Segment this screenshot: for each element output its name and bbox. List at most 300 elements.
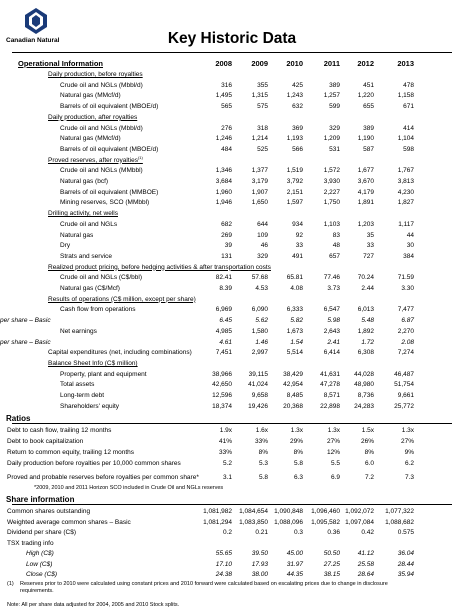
row-label: Operational Information [18,59,104,68]
row-value: 566 [292,145,303,153]
row-value: 1,346 [215,167,232,175]
row-value: 934 [292,220,303,228]
share-row [0,506,464,517]
row-value: 1,096,460 [311,508,340,516]
row-value: 4,179 [357,188,374,196]
row-value: 0.2 [222,529,232,537]
row-value: 2,151 [286,188,303,196]
row-value: 29% [289,438,303,446]
row-label: Dry [60,242,71,250]
row-label: Natural gas (C$/Mcf) [60,285,120,292]
row-label: Strats and service [60,252,113,260]
row-value: 2012 [357,59,374,68]
row-value: 2011 [323,59,340,68]
row-value: 5.82 [290,317,303,325]
row-value: 4.61 [219,338,232,346]
data-row [0,144,464,155]
row-label: Barrels of oil equivalent (MBOE/d) [60,145,159,153]
row-value: 26% [360,438,374,446]
row-value: 3.30 [401,285,414,292]
row-value: 1,750 [323,199,340,207]
row-value: 6.9 [330,474,340,482]
footnote-marker: (1) [7,580,14,587]
row-value: 1,650 [251,199,268,207]
row-value: 644 [257,220,268,228]
data-row [0,230,464,241]
row-value: 6.3 [293,474,303,482]
row-value: 451 [363,81,374,89]
row-value: 671 [403,103,414,111]
row-value: 6,333 [286,306,303,314]
data-row [0,347,464,358]
data-row [0,219,464,230]
row-value: 41% [218,438,232,446]
data-row [0,369,464,380]
row-value: 389 [329,81,340,89]
data-row [0,262,464,273]
row-value: 1,677 [357,167,374,175]
row-value: 414 [403,124,414,132]
row-value: 48 [332,242,340,250]
row-value: 3,792 [286,178,303,185]
ratio-row [0,472,464,483]
row-label: Property, plant and equipment [60,370,147,378]
row-value: 1.5x [361,427,374,435]
row-value: 1,246 [215,135,232,143]
row-label: Common shares outstanding [7,508,91,516]
row-label: Balance Sheet Info (C$ million) [48,359,138,367]
row-value: 1,088,682 [385,518,414,526]
row-value: 47,278 [320,381,340,389]
row-value: 6,547 [323,306,340,314]
row-value: 8,736 [357,392,374,399]
row-label: Natural gas [60,231,94,239]
row-value: 389 [363,124,374,132]
row-label: per share – Basic [0,317,51,325]
row-value: 27% [400,438,414,446]
row-value: 599 [329,103,340,111]
row-value: 55.65 [215,550,232,558]
row-value: 28.44 [397,560,414,568]
row-label: Close (C$) [26,571,58,579]
row-value: 1.3x [401,427,414,435]
row-value: 1,597 [286,199,303,207]
row-value: 1,158 [397,92,414,100]
row-label: TSX trading info [7,539,54,547]
row-value: 3,179 [251,178,268,185]
row-value: 6.0 [364,460,374,468]
row-value: 5.98 [327,317,340,325]
row-label: Barrels of oil equivalent (MMBOE) [60,188,159,196]
row-label: Natural gas (MMcf/d) [60,92,121,100]
logo-brand-name: Canadian Natural [6,37,60,44]
row-label: Long-term debt [60,392,105,399]
row-value: 20,368 [283,402,303,410]
row-value: 48,980 [354,381,374,389]
data-row [0,240,464,251]
row-value: 6,969 [215,306,232,314]
row-value: 276 [221,124,232,132]
data-row [0,187,464,198]
row-value: 5.8 [258,474,268,482]
row-value: 4,985 [215,327,232,335]
share-row [0,527,464,538]
row-value: 19,426 [248,402,268,410]
data-row [0,101,464,112]
row-value: 30 [406,242,414,250]
row-value: 24.38 [215,571,232,579]
row-value: 6,414 [323,349,340,357]
row-value: 77.46 [323,274,340,282]
row-value: 8,485 [286,392,303,399]
row-value: 6,090 [251,306,268,314]
row-value: 355 [257,81,268,89]
row-value: 82.41 [215,274,232,282]
row-value: 4.53 [255,285,268,292]
row-value: 2.08 [401,338,414,346]
row-value: 39,115 [248,370,268,378]
data-row [0,294,464,305]
row-label: Proved and probable reserves before royalties per common share* [7,474,199,482]
row-value: 3,670 [357,178,374,185]
row-value: 1,084,654 [239,508,268,516]
row-value: 6.87 [401,317,414,325]
data-row [0,304,464,315]
row-value: 1,092,072 [345,508,374,516]
page-title: Key Historic Data [167,30,297,47]
row-value: 9,661 [397,392,414,399]
row-value: 6.2 [404,460,414,468]
row-value: 2,227 [323,188,340,196]
row-value: 1,095,582 [311,518,340,526]
row-value: 3,684 [215,178,232,185]
row-value: 1,077,322 [385,508,414,516]
row-value: 33 [295,242,303,250]
row-label: Crude oil and NGLs (Mbbl/d) [60,124,143,132]
row-value: 0.3 [293,529,303,537]
row-value: 575 [257,103,268,111]
row-value: 38,429 [283,370,303,378]
row-value: 369 [292,124,303,132]
row-value: 5.8 [293,460,303,468]
data-row [0,123,464,134]
row-value: 65.81 [286,274,303,282]
row-value: 39 [224,242,232,250]
row-value: 2,997 [251,349,268,357]
data-row [0,208,464,219]
row-value: 2010 [286,59,303,68]
data-row [0,155,464,166]
row-value: 33% [254,438,268,446]
row-label: Crude oil and NGLs (C$/bbl) [60,274,143,282]
row-value: 384 [403,252,414,260]
row-value: 1,090,848 [274,508,303,516]
row-value: 1,117 [398,220,414,228]
ratio-row [0,436,464,447]
row-value: 38.00 [251,571,268,579]
row-value: 5.2 [222,460,232,468]
row-value: 727 [363,252,374,260]
row-label: Crude oil and NGLs (Mbbl/d) [60,81,143,89]
row-value: 1.72 [361,338,374,346]
row-value: 1.54 [290,338,303,346]
row-value: 565 [221,103,232,111]
bottom-note: Note: All per share data adjusted for 2004, 2005 and 2010 Stock splits. [7,601,180,608]
row-value: 0.575 [397,529,414,537]
share-row [0,538,464,549]
row-value: 1,193 [286,135,303,143]
row-value: 5.62 [255,317,268,325]
ratios-note: *2009, 2010 and 2011 Horizon SCO included in Crude Oil and NGLs reserves [34,485,224,492]
row-value: 42,650 [212,381,232,389]
row-value: 329 [257,252,268,260]
row-value: 57.68 [251,274,268,282]
row-value: 1,214 [251,135,268,143]
row-value: 1,315 [251,92,268,100]
row-value: 7,451 [215,349,232,357]
row-value: 8% [293,449,303,457]
row-value: 8,571 [323,392,340,399]
row-value: 1,081,982 [203,508,232,516]
data-row [0,283,464,294]
row-value: 1,892 [357,327,374,335]
row-value: 1,960 [215,188,232,196]
row-value: 1.46 [255,338,268,346]
row-label: Return to common equity, trailing 12 months [7,449,135,457]
row-value: 2,270 [397,327,414,335]
row-value: 1.6x [255,427,268,435]
row-label: Mining reserves, SCO (MMbbl) [60,199,150,207]
data-row [0,69,464,80]
row-value: 329 [329,124,340,132]
row-label: Realized product pricing, before hedging activities & after transportation costs [48,263,271,271]
row-value: 4.08 [290,285,303,292]
row-value: 1,243 [286,92,303,100]
data-row [0,315,464,326]
row-value: 6,013 [357,306,374,314]
footnote-text: Reserves prior to 2010 were calculated using constant prices and 2010 forward were calculated based on escalating prices due to change in disclosure [20,580,388,587]
row-label: Crude oil and NGLs (MMbbl) [60,167,143,175]
row-value: 1,203 [357,220,374,228]
data-row [0,390,464,401]
row-value: 632 [292,103,303,111]
ratios-heading: Ratios [6,414,31,424]
row-value: 3,930 [323,178,340,185]
row-value: 44 [406,231,414,239]
row-value: 1,257 [323,92,340,100]
row-value: 70.24 [357,274,374,282]
row-label: Proved reserves, after royalties$^{(1)}$ [48,154,143,164]
row-value: 484 [221,145,232,153]
row-label: Total assets [60,381,95,389]
row-label: Crude oil and NGLs [60,220,118,228]
row-label: per share – Basic [0,338,51,346]
row-value: 657 [329,252,340,260]
row-value: 109 [257,231,268,239]
row-value: 1,220 [357,92,374,100]
data-row [0,401,464,412]
row-value: 598 [403,145,414,153]
row-value: 1,103 [323,220,340,228]
row-value: 1,519 [286,167,303,175]
row-value: 31.97 [286,560,303,568]
data-row [0,197,464,208]
row-value: 12,596 [212,392,232,399]
row-value: 12% [326,449,340,457]
row-value: 2,643 [323,327,340,335]
footnote-ref: (1) [137,154,143,160]
row-value: 41,631 [320,370,340,378]
row-label: Dividend per share (C$) [7,529,77,537]
row-value: 1,572 [323,167,340,175]
row-value: 318 [257,124,268,132]
row-value: 491 [292,252,303,260]
row-label: Debt to book capitalization [7,438,84,446]
row-value: 17.10 [215,560,232,568]
row-value: 525 [257,145,268,153]
row-value: 6.45 [219,317,232,325]
row-value: 35.94 [397,571,414,579]
row-value: 22,898 [320,402,340,410]
row-value: 1,190 [357,135,374,143]
row-value: 8% [364,449,374,457]
row-value: 27.25 [323,560,340,568]
row-value: 0.36 [327,529,340,537]
ratio-row [0,447,464,458]
row-value: 7,274 [397,349,414,357]
row-value: 0.42 [361,529,374,537]
share-row [0,548,464,559]
row-value: 1,209 [323,135,340,143]
row-value: 44.35 [286,571,303,579]
row-value: 655 [363,103,374,111]
row-value: 1,088,096 [274,518,303,526]
row-label: Shareholders' equity [60,402,120,410]
row-value: 25.58 [357,560,374,568]
data-row [0,165,464,176]
row-value: 7.3 [404,474,414,482]
row-value: 3.73 [327,285,340,292]
row-value: 51,754 [394,381,414,389]
row-value: 41.12 [357,550,374,558]
data-row [0,90,464,101]
row-value: 316 [221,81,232,89]
data-row [0,337,464,348]
row-value: 9,658 [251,392,268,399]
row-value: 682 [221,220,232,228]
row-value: 1,495 [215,92,232,100]
share-row [0,559,464,570]
row-label: Results of operations (C$ million, except per share) [48,295,196,303]
footnote-text-continued: requirements. [20,587,54,594]
data-row [0,176,464,187]
row-value: 2013 [397,59,414,68]
row-value: 1,827 [397,199,414,207]
row-label: Weighted average common shares – Basic [7,518,131,526]
row-value: 5.48 [361,317,374,325]
row-value: 3,813 [397,178,414,185]
data-row [0,326,464,337]
ratio-row [0,425,464,436]
ratio-row [0,458,464,469]
row-value: 1.3x [290,427,303,435]
row-value: 1,580 [251,327,268,335]
share-info-heading: Share information [6,495,75,505]
row-value: 45.00 [286,550,303,558]
data-row [0,80,464,91]
row-value: 24,283 [354,402,374,410]
row-value: 425 [292,81,303,89]
row-value: 8% [258,449,268,457]
row-value: 17.93 [251,560,268,568]
row-value: 7,477 [397,306,414,314]
row-value: 1,673 [286,327,303,335]
row-value: 9% [404,449,414,457]
row-value: 531 [329,145,340,153]
row-value: 5.3 [258,460,268,468]
data-row [0,358,464,369]
row-label: Daily production, before royalties [48,71,143,78]
row-value: 131 [221,252,232,260]
row-value: 1,083,850 [239,518,268,526]
row-value: 1,891 [357,199,374,207]
row-value: 5,514 [286,349,303,357]
row-value: 2.41 [327,338,340,346]
row-value: 1,907 [251,188,268,196]
row-value: 1,097,084 [345,518,374,526]
row-value: 3.1 [222,474,232,482]
row-value: 92 [295,231,303,239]
share-rule [12,504,452,505]
row-value: 8.39 [219,285,232,292]
row-value: 41,024 [248,381,268,389]
row-label: Daily production before royalties per 10,000 common shares [7,460,181,468]
row-value: 38,966 [212,370,232,378]
row-label: Drilling activity, net wells [48,210,118,218]
data-row [0,379,464,390]
row-value: 1,946 [215,199,232,207]
row-value: 33 [366,242,374,250]
row-value: 269 [221,231,232,239]
row-value: 1,104 [397,135,414,143]
year-header-row [0,58,464,69]
row-value: 44,028 [354,370,374,378]
row-value: 25,772 [394,402,414,410]
row-label: Daily production, after royalties [48,113,138,121]
row-value: 1.9x [219,427,232,435]
row-label: Natural gas (bcf) [60,178,109,185]
row-value: 2.44 [361,285,374,292]
row-value: 2008 [215,59,232,68]
row-value: 5.5 [330,460,340,468]
row-value: 36.04 [397,550,414,558]
title-rule [12,52,452,53]
row-value: 46,487 [394,370,414,378]
row-value: 6,308 [357,349,374,357]
row-value: 39.50 [251,550,268,558]
row-value: 28.64 [357,571,374,579]
row-value: 33% [218,449,232,457]
row-value: 71.59 [397,274,414,282]
row-label: Low (C$) [26,560,53,568]
row-value: 1,767 [397,167,414,175]
row-value: 0.21 [255,529,268,537]
data-row [0,251,464,262]
data-row [0,112,464,123]
row-value: 4,230 [397,188,414,196]
row-label: Cash flow from operations [60,306,136,314]
share-row [0,569,464,580]
